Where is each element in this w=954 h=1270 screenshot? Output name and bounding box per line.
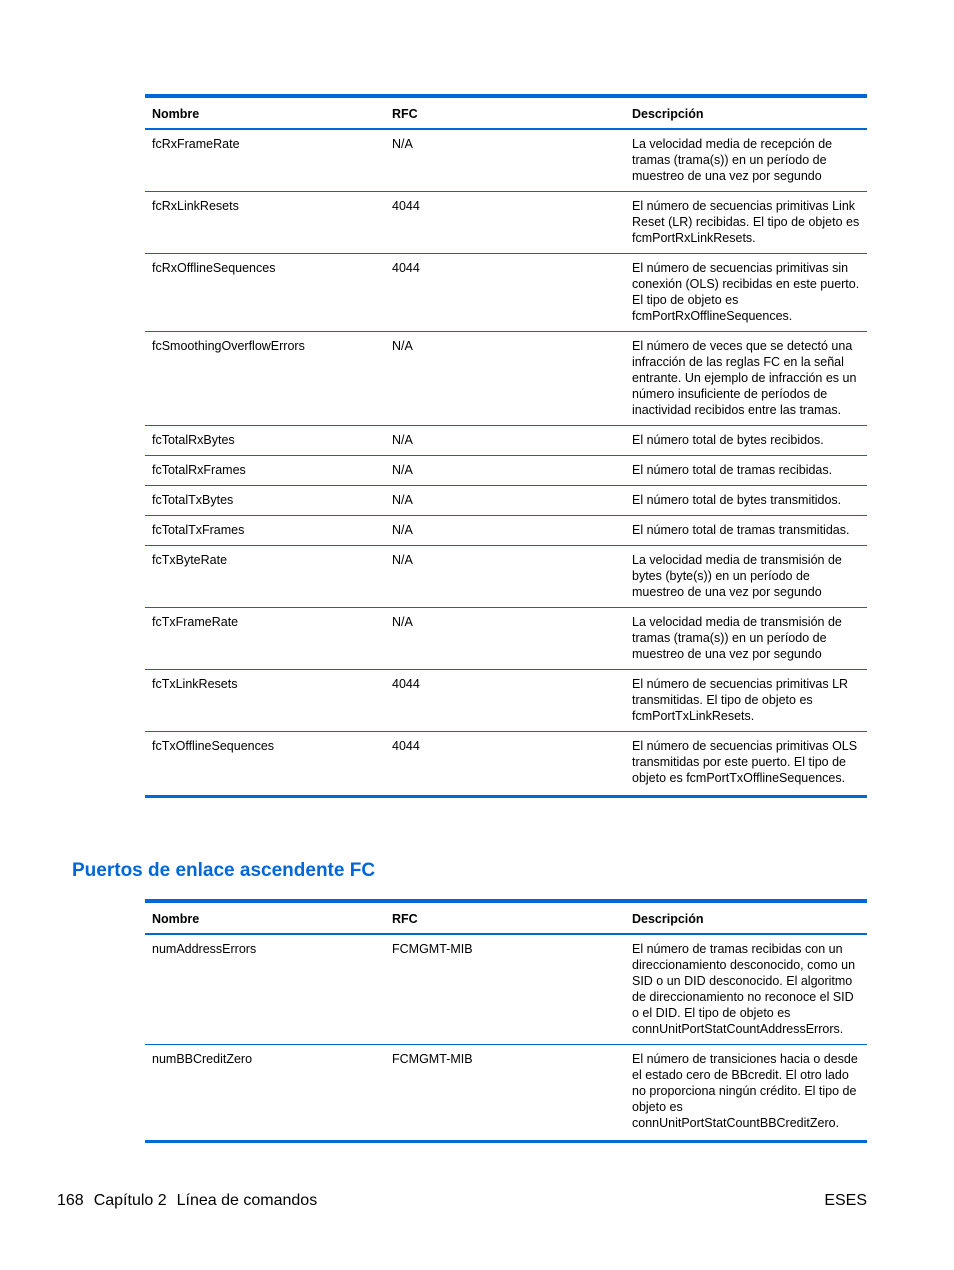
table-row: [145, 456, 867, 486]
cell-name: fcRxLinkResets: [145, 192, 385, 254]
cell-name: numBBCreditZero: [145, 1045, 385, 1142]
cell-name: numAddressErrors: [145, 934, 385, 1045]
cell-name: fcTotalTxFrames: [145, 516, 385, 546]
metrics-table: [145, 94, 867, 798]
cell-description: El número de secuencias primitivas LR transmitidas. El tipo de objeto es fcmPortTxLinkResets.: [625, 670, 867, 732]
cell-rfc: 4044: [385, 670, 625, 732]
cell-rfc: N/A: [385, 426, 625, 456]
cell-rfc: N/A: [385, 546, 625, 608]
chapter-title: Línea de comandos: [176, 1192, 318, 1209]
table-header-row: [145, 901, 867, 934]
table-row: [145, 332, 867, 426]
locale-label: ESES: [824, 1192, 867, 1209]
cell-rfc: N/A: [385, 129, 625, 192]
header-nombre: Nombre: [152, 912, 200, 926]
cell-description: El número total de bytes recibidos.: [625, 426, 867, 456]
cell-rfc: N/A: [385, 516, 625, 546]
cell-name: fcTxByteRate: [145, 546, 385, 608]
table-row: [145, 608, 867, 670]
cell-description: El número de transiciones hacia o desde el estado cero de BBcredit. El otro lado no proporciona ningún crédito. El tipo de objeto es connUnitPortStatCountBBCreditZero.: [625, 1045, 867, 1142]
cell-description: El número de tramas recibidas con un direccionamiento desconocido, como un SID o un DID desconocido. El algoritmo de direccionamiento no reconoce el SID o el DID. El tipo de objeto es connUnitPortStatCountAddressErrors.: [625, 934, 867, 1045]
cell-name: fcTotalRxFrames: [145, 456, 385, 486]
table-row: [145, 1045, 867, 1142]
cell-description: El número de secuencias primitivas sin conexión (OLS) recibidas en este puerto. El tipo de objeto es fcmPortRxOfflineSequences.: [625, 254, 867, 332]
table-row: [145, 516, 867, 546]
page-footer: [57, 1191, 317, 1211]
section-heading: Puertos de enlace ascendente FC: [72, 860, 376, 881]
cell-rfc: N/A: [385, 608, 625, 670]
table-row: [145, 254, 867, 332]
table-row: [145, 129, 867, 192]
cell-rfc: 4044: [385, 254, 625, 332]
header-nombre: Nombre: [152, 107, 200, 121]
cell-description: El número de secuencias primitivas Link Reset (LR) recibidas. El tipo de objeto es fcmPortRxLinkResets.: [625, 192, 867, 254]
cell-description: El número total de tramas recibidas.: [625, 456, 867, 486]
table-row: [145, 192, 867, 254]
table-row: [145, 670, 867, 732]
cell-rfc: FCMGMT-MIB: [385, 1045, 625, 1142]
cell-name: fcRxOfflineSequences: [145, 254, 385, 332]
header-descripcion: Descripción: [632, 912, 704, 926]
table-row: [145, 486, 867, 516]
table-row: [145, 732, 867, 797]
cell-name: fcTxFrameRate: [145, 608, 385, 670]
chapter-label: Capítulo 2: [93, 1192, 167, 1209]
cell-name: fcTotalTxBytes: [145, 486, 385, 516]
page-number: 168: [57, 1192, 84, 1209]
cell-name: fcRxFrameRate: [145, 129, 385, 192]
cell-description: La velocidad media de transmisión de tramas (trama(s)) en un período de muestreo de una vez por segundo: [625, 608, 867, 670]
cell-rfc: 4044: [385, 732, 625, 797]
cell-description: La velocidad media de recepción de tramas (trama(s)) en un período de muestreo de una vez por segundo: [625, 129, 867, 192]
header-rfc: RFC: [392, 107, 418, 121]
table-row: [145, 426, 867, 456]
uplink-table: [145, 899, 867, 1143]
cell-description: La velocidad media de transmisión de bytes (byte(s)) en un período de muestreo de una vez por segundo: [625, 546, 867, 608]
cell-rfc: 4044: [385, 192, 625, 254]
cell-name: fcTxLinkResets: [145, 670, 385, 732]
table-header-row: [145, 96, 867, 129]
cell-rfc: FCMGMT-MIB: [385, 934, 625, 1045]
cell-description: El número de veces que se detectó una infracción de las reglas FC en la señal entrante. Un ejemplo de infracción es un número insuficiente de períodos de inactividad recibidos entre las tramas.: [625, 332, 867, 426]
cell-name: fcTotalRxBytes: [145, 426, 385, 456]
cell-description: El número total de bytes transmitidos.: [625, 486, 867, 516]
cell-name: fcSmoothingOverflowErrors: [145, 332, 385, 426]
header-descripcion: Descripción: [632, 107, 704, 121]
cell-description: El número de secuencias primitivas OLS transmitidas por este puerto. El tipo de objeto es fcmPortTxOfflineSequences.: [625, 732, 867, 797]
cell-rfc: N/A: [385, 456, 625, 486]
cell-name: fcTxOfflineSequences: [145, 732, 385, 797]
cell-description: El número total de tramas transmitidas.: [625, 516, 867, 546]
cell-rfc: N/A: [385, 332, 625, 426]
table-row: [145, 546, 867, 608]
table-row: [145, 934, 867, 1045]
header-rfc: RFC: [392, 912, 418, 926]
cell-rfc: N/A: [385, 486, 625, 516]
